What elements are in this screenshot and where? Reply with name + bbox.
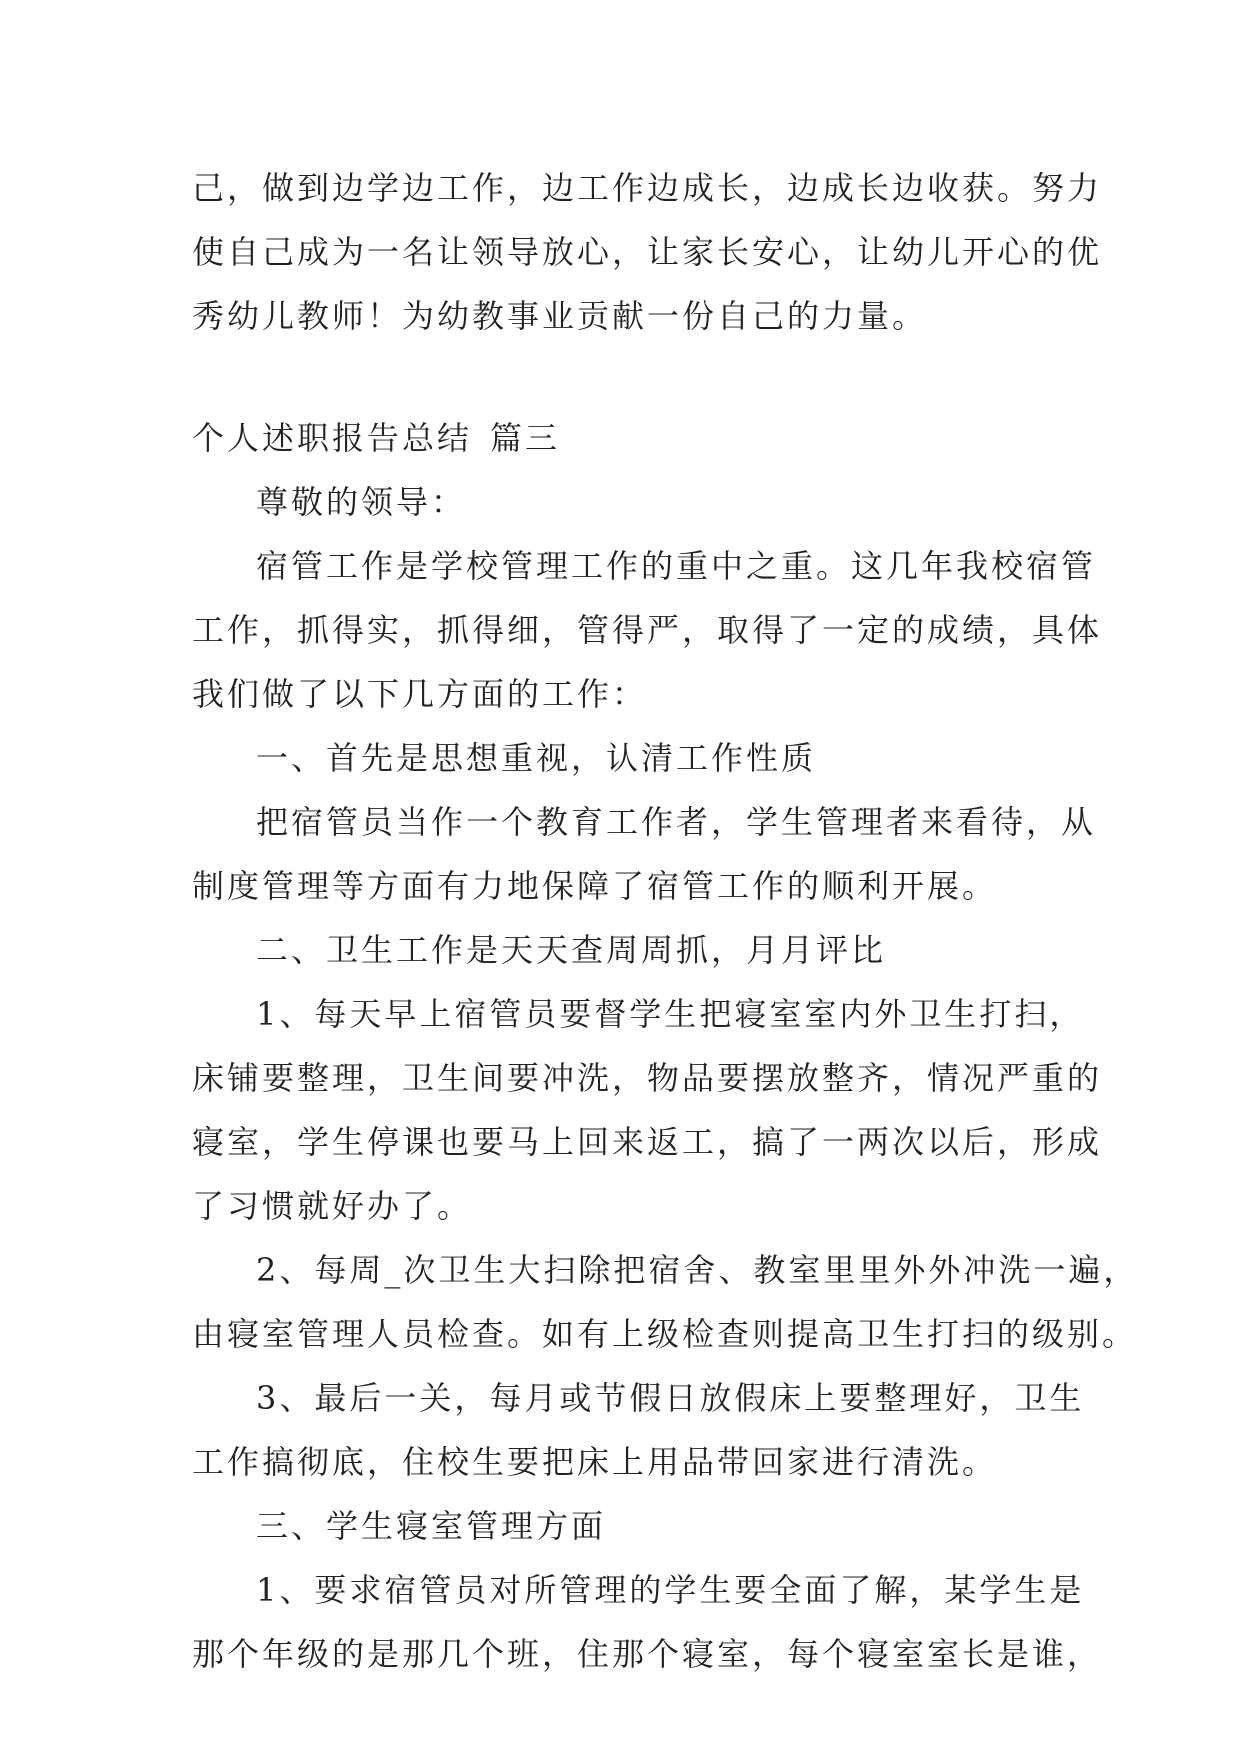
text-line: 3、最后一关，每月或节假日放假床上要整理好，卫生 xyxy=(256,1379,1085,1417)
continued-paragraph xyxy=(192,156,1103,348)
text-line: 宿管工作是学校管理工作的重中之重。这几年我校宿管 xyxy=(256,547,1097,585)
heading-3: 三、学生寝室管理方面 xyxy=(256,1507,607,1545)
item-3-1 xyxy=(192,1558,1103,1686)
text-line: 了习惯就好办了。 xyxy=(192,1187,473,1225)
document-body xyxy=(192,156,1139,1686)
text-line: 秀幼儿教师！为幼教事业贡献一份自己的力量。 xyxy=(192,297,928,335)
text-line: 由寝室管理人员检查。如有上级检查则提高卫生打扫的级别。 xyxy=(192,1315,1138,1353)
heading-1: 一、首先是思想重视，认清工作性质 xyxy=(256,739,817,777)
salutation: 尊敬的领导： xyxy=(256,483,467,521)
text-line: 使自己成为一名让领导放心，让家长安心，让幼儿开心的优 xyxy=(192,233,1103,271)
text-line: 我们做了以下几方面的工作： xyxy=(192,675,648,713)
text-line: 寝室，学生停课也要马上回来返工，搞了一两次以后，形成 xyxy=(192,1123,1103,1161)
text-line: 把宿管员当作一个教育工作者，学生管理者来看待，从 xyxy=(256,803,1097,841)
section-title xyxy=(192,406,1062,470)
text-line: 那个年级的是那几个班，住那个寝室，每个寝室室长是谁， xyxy=(192,1635,1103,1673)
intro-paragraph xyxy=(192,534,1103,726)
text-line: 制度管理等方面有力地保障了宿管工作的顺利开展。 xyxy=(192,867,998,905)
text-line: 己，做到边学边工作，边工作边成长，边成长边收获。努力 xyxy=(192,169,1103,207)
item-2-1 xyxy=(192,982,1103,1238)
heading-2: 二、卫生工作是天天查周周抓，月月评比 xyxy=(256,931,887,969)
paragraph-1 xyxy=(192,790,1097,918)
text-line: 工作，抓得实，抓得细，管得严，取得了一定的成绩，具体 xyxy=(192,611,1103,649)
text-line: 工作搞彻底，住校生要把床上用品带回家进行清洗。 xyxy=(192,1443,998,1481)
section-gap xyxy=(192,348,1062,406)
item-2-3 xyxy=(192,1366,1085,1494)
section-title-text: 个人述职报告总结 xyxy=(192,419,473,457)
text-line: 1、每天早上宿管员要督学生把寝室室内外卫生打扫， xyxy=(256,995,1085,1033)
text-line: 床铺要整理，卫生间要冲洗，物品要摆放整齐，情况严重的 xyxy=(192,1059,1103,1097)
section-number: 篇三 xyxy=(490,419,561,457)
text-line: 2、每周_次卫生大扫除把宿舍、教室里里外外冲洗一遍， xyxy=(256,1251,1139,1289)
text-line: 1、要求宿管员对所管理的学生要全面了解，某学生是 xyxy=(256,1571,1085,1609)
item-2-2 xyxy=(192,1238,1139,1366)
